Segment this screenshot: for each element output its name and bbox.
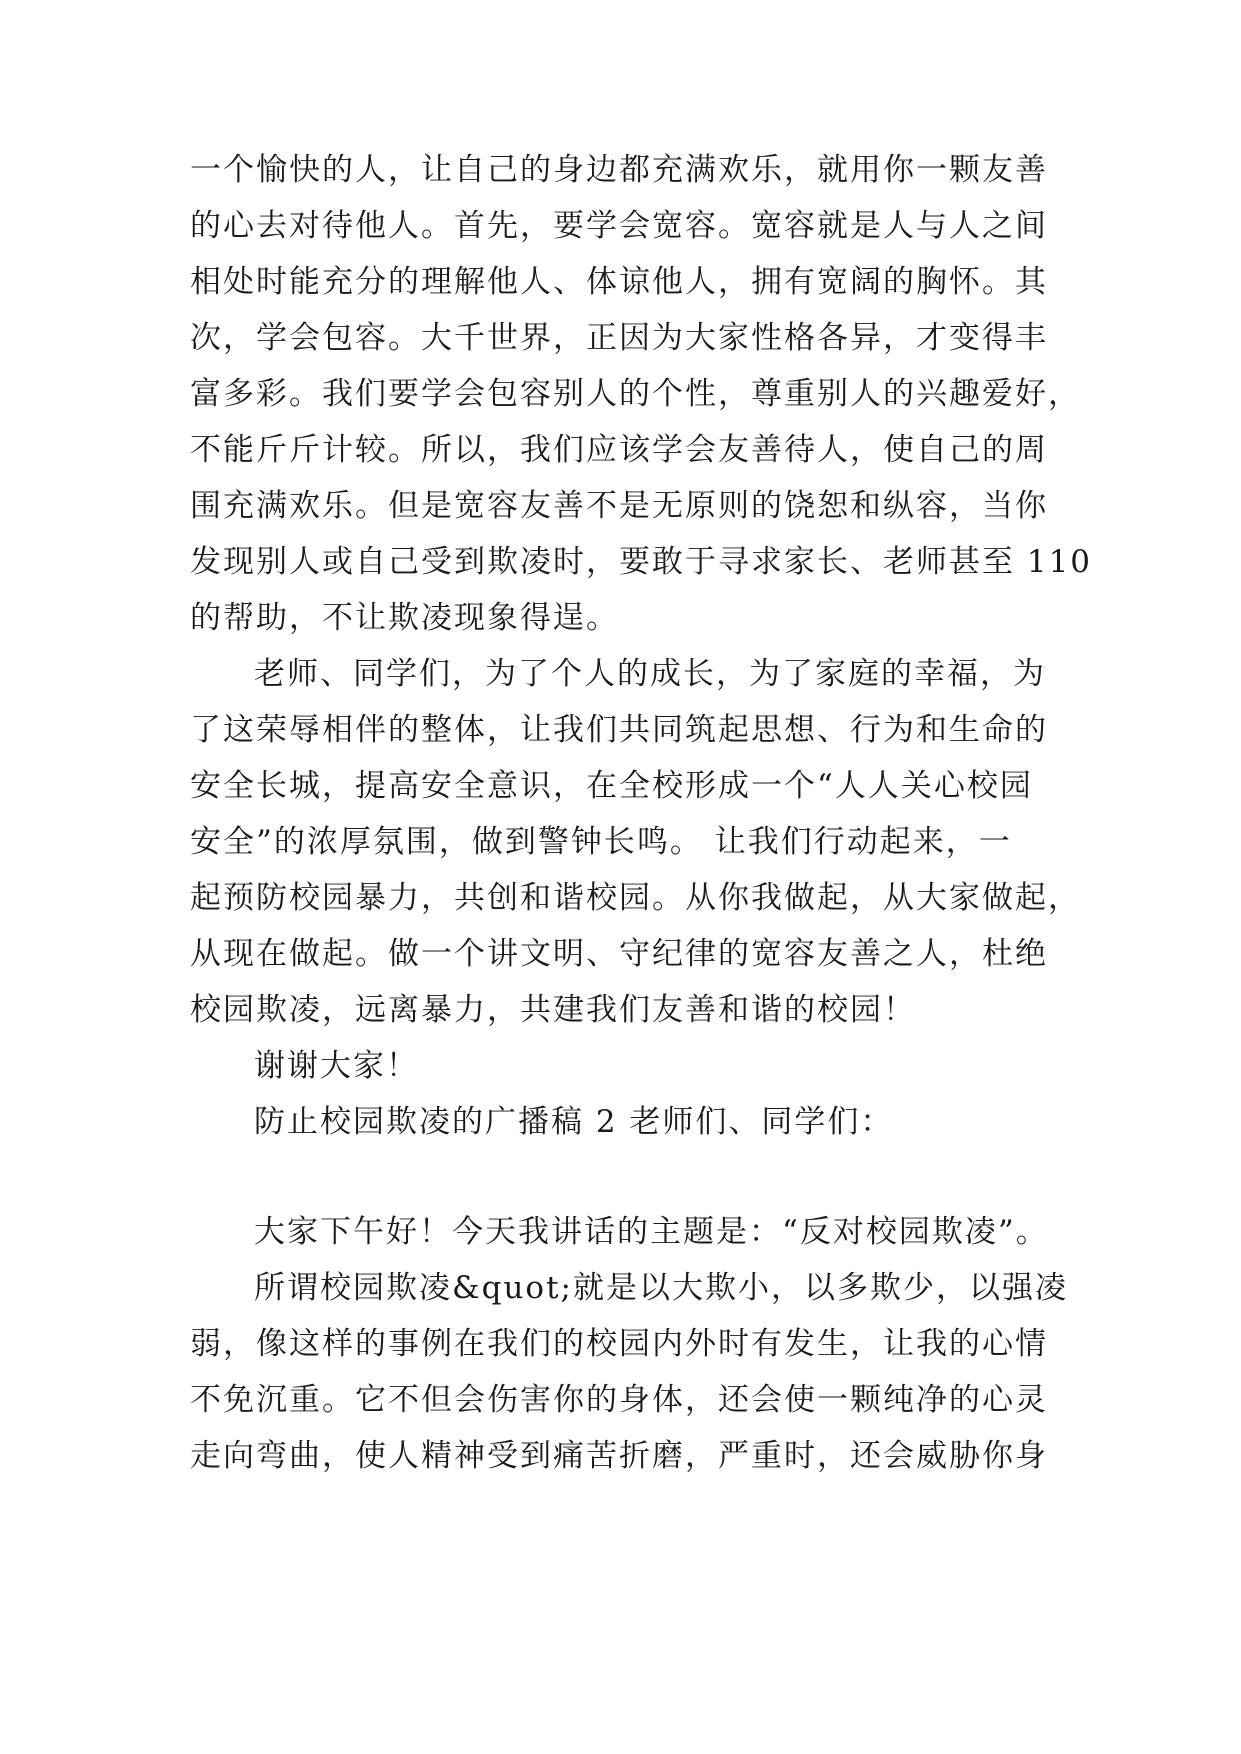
text-line: 安全长城，提高安全意识，在全校形成一个“人人关心校园	[190, 768, 1033, 804]
text-line: 发现别人或自己受到欺凌时，要敢于寻求家长、老师甚至 110	[190, 544, 1093, 580]
text-line: 所谓校园欺凌&quot;就是以大欺小，以多欺少，以强凌	[254, 1270, 1068, 1306]
text-line: 安全”的浓厚氛围，做到警钟长鸣。 让我们行动起来，一	[190, 824, 1012, 860]
text-line: 不能斤斤计较。所以，我们应该学会友善待人，使自己的周	[190, 432, 1048, 468]
text-line: 一个愉快的人，让自己的身边都充满欢乐，就用你一颗友善	[190, 152, 1048, 188]
text-line: 走向弯曲，使人精神受到痛苦折磨，严重时，还会威胁你身	[190, 1438, 1048, 1474]
text-line: 不免沉重。它不但会伤害你的身体，还会使一颗纯净的心灵	[190, 1382, 1048, 1418]
text-line: 起预防校园暴力，共创和谐校园。从你我做起，从大家做起，	[190, 880, 1081, 916]
text-line: 了这荣辱相伴的整体，让我们共同筑起思想、行为和生命的	[190, 712, 1048, 748]
text-line: 从现在做起。做一个讲文明、守纪律的宽容友善之人，杜绝	[190, 936, 1048, 972]
text-line: 谢谢大家！	[254, 1048, 419, 1084]
text-line: 弱，像这样的事例在我们的校园内外时有发生，让我的心情	[190, 1326, 1048, 1362]
text-line: 大家下午好！今天我讲话的主题是：“反对校园欺凌”。	[254, 1214, 1049, 1250]
text-line: 校园欺凌，远离暴力，共建我们友善和谐的校园！	[190, 992, 916, 1028]
text-line: 富多彩。我们要学会包容别人的个性，尊重别人的兴趣爱好，	[190, 376, 1081, 412]
text-line: 次，学会包容。大千世界，正因为大家性格各异，才变得丰	[190, 320, 1048, 356]
text-line: 相处时能充分的理解他人、体谅他人，拥有宽阔的胸怀。其	[190, 264, 1048, 300]
text-line: 防止校园欺凌的广播稿 2 老师们、同学们：	[254, 1104, 894, 1140]
text-line: 老师、同学们，为了个人的成长，为了家庭的幸福，为	[254, 656, 1046, 692]
text-line: 围充满欢乐。但是宽容友善不是无原则的饶恕和纵容，当你	[190, 488, 1048, 524]
text-line: 的心去对待他人。首先，要学会宽容。宽容就是人与人之间	[190, 208, 1048, 244]
text-line: 的帮助，不让欺凌现象得逞。	[190, 600, 619, 636]
